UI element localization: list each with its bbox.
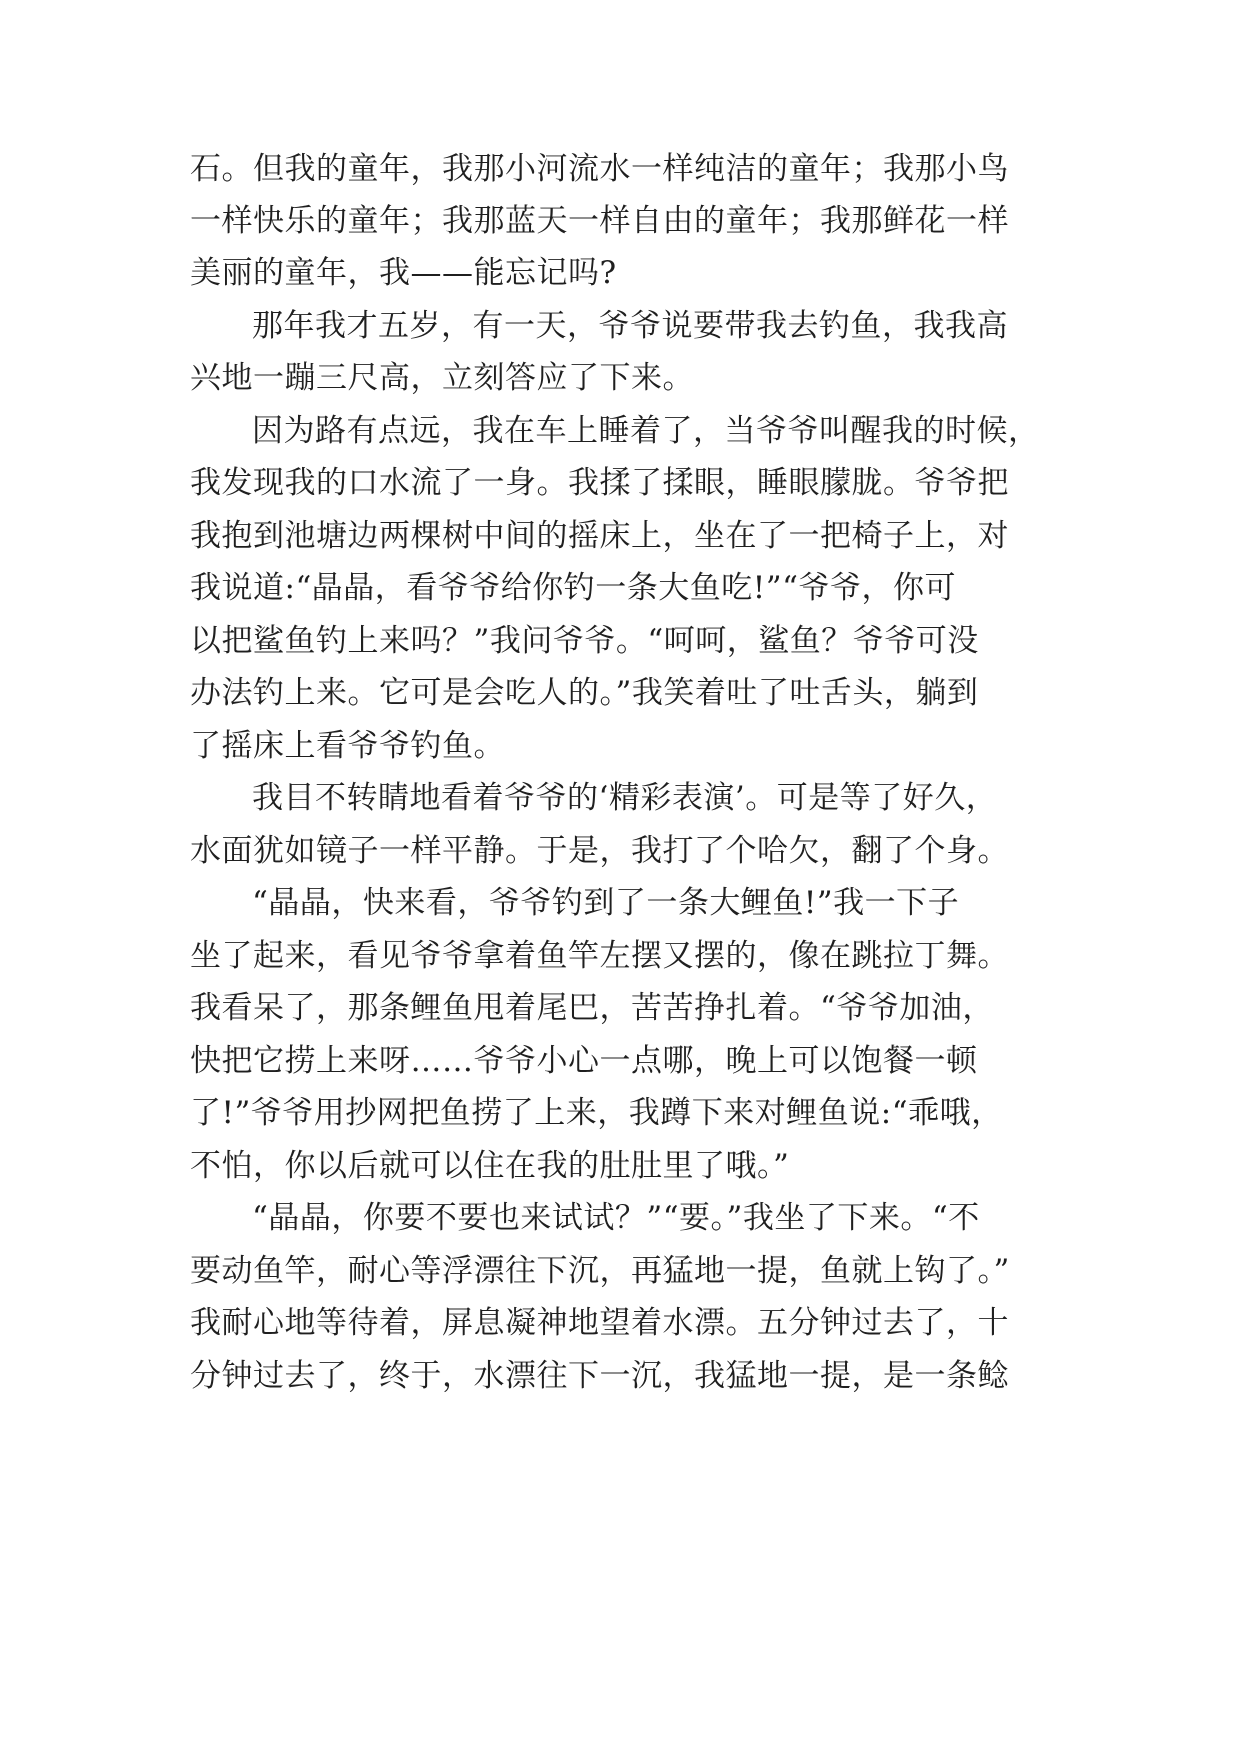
text-line: “晶晶，你要不要也来试试？”“要。”我坐了下来。“不 (252, 1200, 980, 1236)
text-line: 兴地一蹦三尺高，立刻答应了下来。 (190, 360, 694, 396)
text-line: 了摇床上看爷爷钓鱼。 (190, 728, 505, 764)
text-line: 水面犹如镜子一样平静。于是，我打了个哈欠，翻了个身。 (190, 833, 1009, 869)
text-line: 我目不转睛地看着爷爷的‘精彩表演’。可是等了好久， (252, 780, 998, 816)
text-line: 那年我才五岁，有一天，爷爷说要带我去钓鱼，我我高 (252, 308, 1008, 344)
text-line: 我看呆了，那条鲤鱼甩着尾巴，苦苦挣扎着。“爷爷加油， (190, 990, 994, 1026)
text-line: 以把鲨鱼钓上来吗？”我问爷爷。“呵呵，鲨鱼？爷爷可没 (190, 623, 979, 659)
text-line: 要动鱼竿，耐心等浮漂往下沉，再猛地一提，鱼就上钩了。” (190, 1253, 1010, 1289)
text-line: 我说道:“晶晶，看爷爷给你钓一条大鱼吃!”“爷爷，你可 (190, 570, 956, 606)
text-line: 快把它捞上来呀……爷爷小心一点哪，晚上可以饱餐一顿 (190, 1043, 978, 1079)
text-line: 坐了起来，看见爷爷拿着鱼竿左摆又摆的，像在跳拉丁舞。 (190, 938, 1009, 974)
text-line: 石。但我的童年，我那小河流水一样纯洁的童年；我那小鸟 (190, 151, 1009, 187)
text-line: “晶晶，快来看，爷爷钓到了一条大鲤鱼!”我一下子 (252, 885, 960, 921)
text-line: 分钟过去了，终于，水漂往下一沉，我猛地一提，是一条鲶 (190, 1358, 1009, 1394)
text-line: 我发现我的口水流了一身。我揉了揉眼，睡眼朦胧。爷爷把 (190, 465, 1009, 501)
text-line: 办法钓上来。它可是会吃人的。”我笑着吐了吐舌头，躺到 (190, 675, 979, 711)
text-line: 不怕，你以后就可以住在我的肚肚里了哦。” (190, 1148, 790, 1184)
text-line: 我耐心地等待着，屏息凝神地望着水漂。五分钟过去了，十 (190, 1305, 1009, 1341)
text-line: 因为路有点远，我在车上睡着了，当爷爷叫醒我的时候， (252, 413, 1040, 449)
text-line: 我抱到池塘边两棵树中间的摇床上，坐在了一把椅子上，对 (190, 518, 1009, 554)
text-line: 了!”爷爷用抄网把鱼捞了上来，我蹲下来对鲤鱼说:“乖哦， (190, 1095, 1003, 1131)
text-line: 一样快乐的童年；我那蓝天一样自由的童年；我那鲜花一样 (190, 203, 1009, 239)
text-line: 美丽的童年，我——能忘记吗? (190, 255, 617, 291)
